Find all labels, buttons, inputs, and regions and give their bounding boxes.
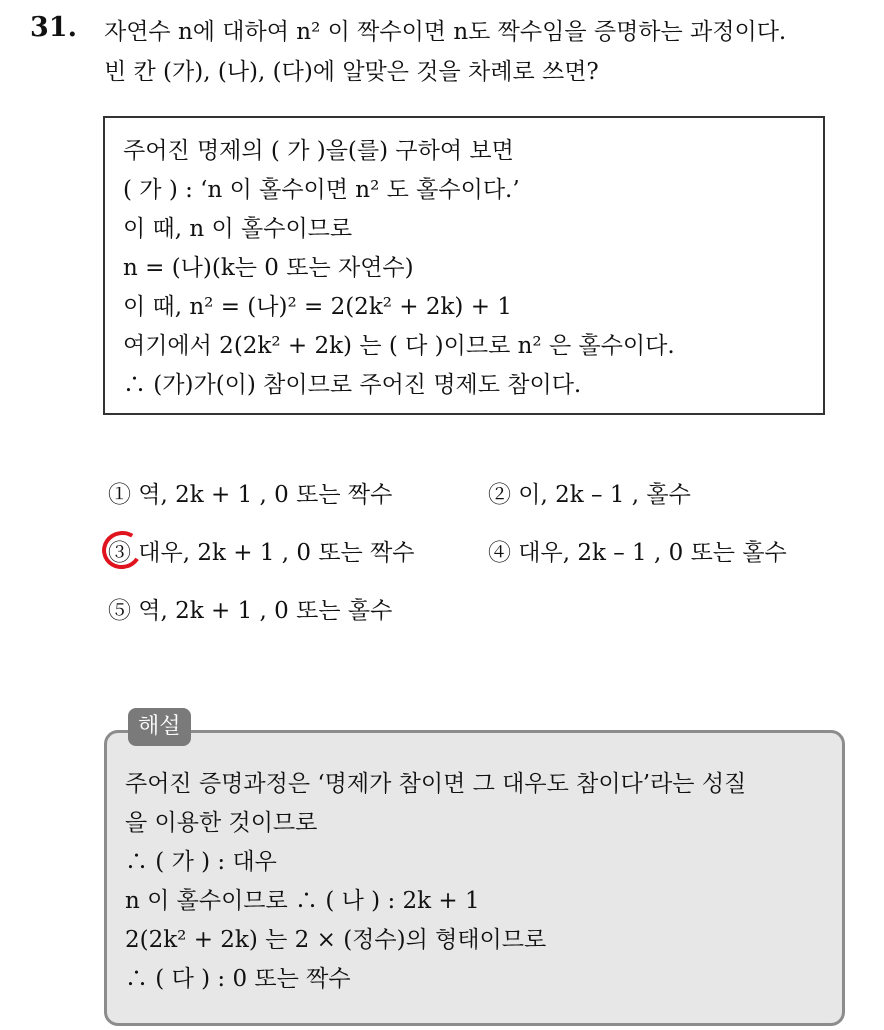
choice-1[interactable]: ① 역, 2k + 1 , 0 또는 짝수: [108, 482, 393, 508]
question-line-1: 자연수 n에 대하여 n² 이 짝수이면 n도 짝수임을 증명하는 과정이다.: [104, 19, 787, 45]
choice-5[interactable]: ⑤ 역, 2k + 1 , 0 또는 홀수: [108, 598, 393, 624]
explanation-tag: 해설: [128, 708, 191, 746]
explanation-lines: [125, 765, 746, 999]
explanation-line: n 이 홀수이므로 ∴ ( 나 ) : 2k + 1: [125, 888, 480, 914]
explanation-line: 주어진 증명과정은 ‘명제가 참이면 그 대우도 참이다’라는 성질: [125, 771, 747, 797]
choice-3[interactable]: ③ 대우, 2k + 1 , 0 또는 짝수: [108, 540, 415, 566]
proof-line: 이 때, n 이 홀수이므로: [123, 216, 353, 242]
explanation-line: ∴ ( 다 ) : 0 또는 짝수: [125, 966, 351, 992]
proof-line: 주어진 명제의 ( 가 )을(를) 구하여 보면: [123, 138, 514, 164]
explanation-box: [104, 730, 845, 1026]
proof-lines: [123, 132, 675, 405]
proof-line: 여기에서 2(2k² + 2k) 는 ( 다 )이므로 n² 은 홀수이다.: [123, 333, 675, 359]
question-number: 31.: [30, 12, 77, 43]
proof-line: ∴ (가)가(이) 참이므로 주어진 명제도 참이다.: [123, 372, 582, 398]
explanation-line: 을 이용한 것이므로: [125, 810, 318, 836]
proof-box: [103, 116, 825, 415]
choice-4[interactable]: ④ 대우, 2k – 1 , 0 또는 홀수: [488, 540, 787, 566]
proof-line: ( 가 ) : ‘n 이 홀수이면 n² 도 홀수이다.’: [123, 177, 520, 203]
explanation-line: ∴ ( 가 ) : 대우: [125, 849, 277, 875]
explanation-line: 2(2k² + 2k) 는 2 × (정수)의 형태이므로: [125, 927, 547, 953]
question-text: [104, 12, 786, 92]
choice-2[interactable]: ② 이, 2k – 1 , 홀수: [488, 482, 691, 508]
proof-line: n = (나)(k는 0 또는 자연수): [123, 255, 414, 281]
question-line-2: 빈 칸 (가), (나), (다)에 알맞은 것을 차례로 쓰면?: [104, 59, 599, 85]
proof-line: 이 때, n² = (나)² = 2(2k² + 2k) + 1: [123, 294, 512, 320]
